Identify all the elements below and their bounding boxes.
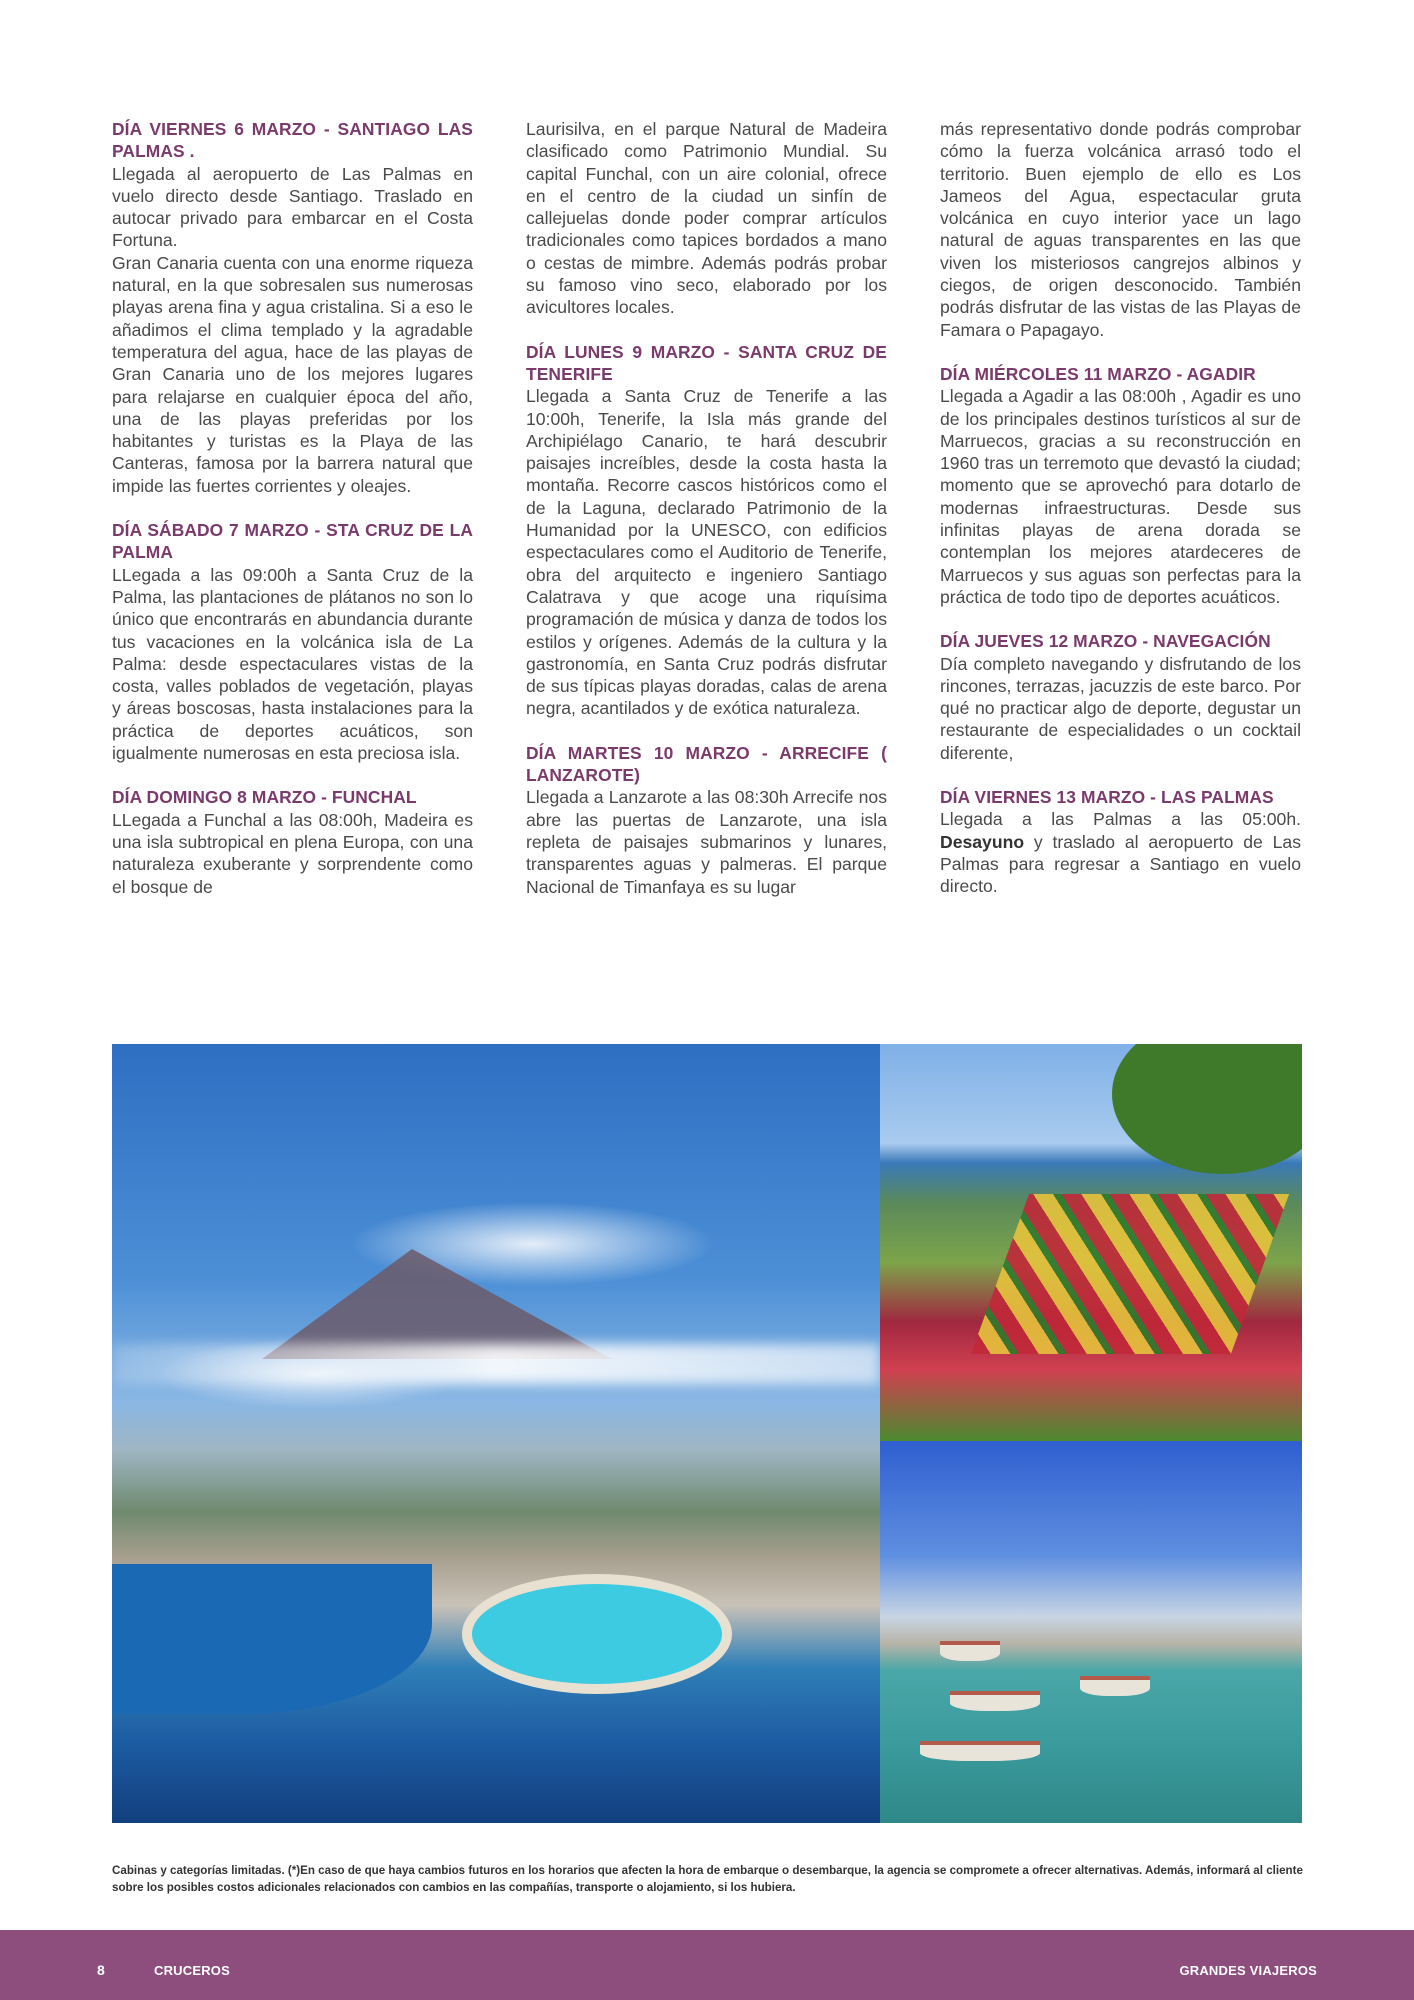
day-body [940, 808, 1301, 897]
footer-bar [0, 1930, 1414, 2000]
day-body: Gran Canaria cuenta con una enorme riqueza natural, en la que sobresalen sus numerosas playas arena fina y agua cristalina. Si a eso le añadimos el clima templado y la agradable temperatura del agua, hace de las playas de Gran Canaria uno de los mejores lugares para relajarse en cualquier época del año, una de las playas preferidas por los habitantes y turistas es la Playa de las Canteras, famosa por la barrera natural que impide las fuertes corrientes y oleajes. [112, 252, 473, 496]
photo-collage [112, 1044, 1302, 1823]
section-name: CRUCEROS [154, 1963, 230, 1978]
photo-madeira-garden [880, 1044, 1302, 1441]
day-body-text: Llegada a las Palmas a las 05:00h. [940, 809, 1301, 830]
day-entry [940, 630, 1301, 764]
boat-shape [920, 1741, 1040, 1761]
day-title: DÍA VIERNES 13 MARZO - LAS PALMAS [940, 787, 1274, 808]
boat-shape [950, 1691, 1040, 1711]
day-title: DÍA MARTES 10 MARZO - ARRECIFE ( LANZAROTE) [526, 742, 887, 786]
day-body: LLegada a las 09:00h a Santa Cruz de la Palma, las plantaciones de plátanos no son lo único que encontrarás en abundancia durante tus vacaciones en la volcánica isla de La Palma: desde espectaculares vistas de la costa, valles poblados de vegetación, playas y áreas boscosas, hasta instalaciones para la práctica de deportes acuáticos, son igualmente numerosas en esta preciosa isla. [112, 564, 473, 764]
itinerary-columns [112, 118, 1302, 898]
day-body: Llegada a Agadir a las 08:00h , Agadir es uno de los principales destinos turísticos al sur de Marruecos, gracias a su reconstrucción en 1960 tras un terremoto que devastó la ciudad; momento que se aprovechó para dotarlo de modernas infraestructuras. Desde sus infinitas playas de arena dorada se contemplan los mejores atardeceres de Marruecos y sus aguas son perfectas para la práctica de todo tipo de deportes acuáticos. [940, 386, 1301, 607]
day-body-text: y traslado al aeropuerto de Las Palmas para regresar a Santiago en vuelo directo. [940, 831, 1301, 897]
photo-arrecife-harbor [880, 1441, 1302, 1823]
boat-shape [1080, 1676, 1150, 1696]
footnote: Cabinas y categorías limitadas. (*)En caso de que haya cambios futuros en los horarios que afecten la hora de embarque o desembarque, la agencia se compromete a ofrecer alternativas. Además, informará al cliente sobre los posibles costos adicionales relacionados con cambios en las compañías, transporte o alojamiento, si los hubiera. [112, 1864, 1303, 1894]
day-title: DÍA DOMINGO 8 MARZO - FUNCHAL [112, 787, 417, 808]
tree-shape [1112, 1044, 1302, 1174]
photo-tenerife [112, 1044, 880, 1823]
itinerary-column-3 [940, 118, 1301, 898]
day-continuation [940, 118, 1301, 341]
day-entry [940, 786, 1301, 897]
itinerary-column-2 [526, 118, 887, 898]
volcano-shape [262, 1249, 612, 1359]
day-continuation [526, 118, 887, 319]
day-title: DÍA VIERNES 6 MARZO - SANTIAGO LAS PALMAS . [112, 119, 473, 162]
pool-shape [472, 1584, 722, 1684]
day-title: DÍA MIÉRCOLES 11 MARZO - AGADIR [940, 363, 1256, 384]
flower-bed-shape [971, 1194, 1289, 1354]
day-entry [940, 363, 1301, 608]
day-entry [112, 519, 473, 764]
day-body: LLegada a Funchal a las 08:00h, Madeira es una isla subtropical en plena Europa, con una naturaleza exuberante y sorprendente como el bosque de [112, 809, 473, 897]
day-body: Llegada a Santa Cruz de Tenerife a las 10:00h, Tenerife, la Isla más grande del Archipiélago Canario, te hará descubrir paisajes increíbles, desde la costa hasta la montaña. Recorre cascos históricos como el de la Laguna, declarado Patrimonio de la Humanidad por la UNESCO, con edificios espectaculares como el Auditorio de Tenerife, obra del arquitecto e ingeniero Santiago Calatrava y que acoge una riquísima programación de música y danza de todos los estilos y orígenes. Además de la cultura y la gastronomía, en Santa Cruz podrás disfrutar de sus típicas playas doradas, calas de arena negra, acantilados y de exótica naturaleza. [526, 386, 887, 719]
page-number: 8 [97, 1962, 105, 1978]
day-body: Día completo navegando y disfrutando de los rincones, terrazas, jacuzzis de este barco. Por qué no practicar algo de deporte, degustar un restaurante de especialidades o un cocktail diferente, [940, 653, 1301, 763]
day-entry [112, 786, 473, 897]
day-body-bold: Desayuno [940, 831, 1025, 852]
day-entry [112, 118, 473, 497]
day-body: más representativo donde podrás comprobar cómo la fuerza volcánica arrasó todo el territorio. Buen ejemplo de ello es Los Jameos del Agua, espectacular gruta volcánica en cuyo interior yace un lago natural de aguas transparentes en las que viven los misteriosos cangrejos albinos y ciegos, de origen desconocido. También podrás disfrutar de las vistas de las Playas de Famara o Papagayo. [940, 119, 1301, 340]
day-title: DÍA JUEVES 12 MARZO - NAVEGACIÓN [940, 631, 1271, 652]
itinerary-column-1 [112, 118, 473, 898]
day-entry [526, 742, 887, 898]
day-entry [526, 341, 887, 720]
day-body: Laurisilva, en el parque Natural de Madeira clasificado como Patrimonio Mundial. Su capital Funchal, con un aire colonial, ofrece en el centro de la ciudad un sinfín de callejuelas donde poder comprar artículos tradicionales como tapices bordados a mano o cestas de mimbre. Además podrás probar su famoso vino seco, elaborado por los avicultores locales. [526, 119, 887, 318]
cloud-band [112, 1344, 880, 1384]
day-body: Llegada a Lanzarote a las 08:30h Arrecife nos abre las puertas de Lanzarote, una isla repleta de paisajes submarinos y lunares, transparentes aguas y palmeras. El parque Nacional de Timanfaya es su lugar [526, 787, 887, 897]
day-title: DÍA SÁBADO 7 MARZO - STA CRUZ DE LA PALMA [112, 520, 473, 563]
brand-name: GRANDES VIAJEROS [1179, 1963, 1317, 1978]
bay-shape [112, 1564, 432, 1714]
day-body: Llegada al aeropuerto de Las Palmas en vuelo directo desde Santiago. Traslado en autocar privado para embarcar en el Costa Fortuna. [112, 163, 473, 251]
boat-shape [940, 1641, 1000, 1661]
day-title: DÍA LUNES 9 MARZO - SANTA CRUZ DE TENERIFE [526, 341, 887, 384]
